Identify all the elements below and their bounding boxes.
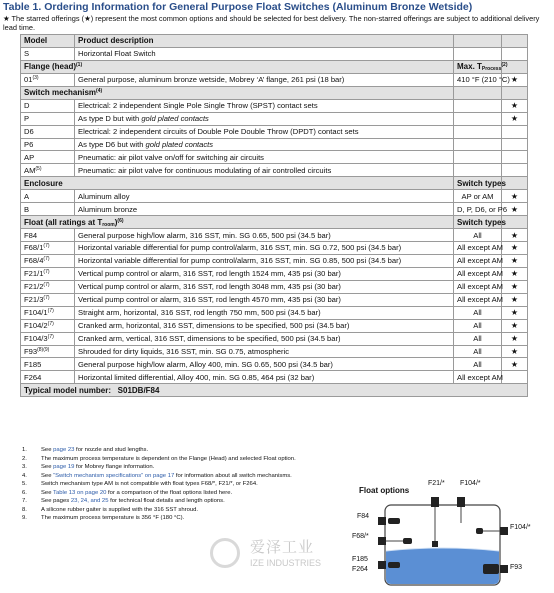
flange-header-row xyxy=(21,60,528,73)
watermark-en: IZE INDUSTRIES xyxy=(250,558,322,568)
footnote: 3. See page 19 for Mobrey flange information. xyxy=(22,464,155,470)
f93-switch-head xyxy=(500,565,508,573)
footnote-link[interactable]: page 19 xyxy=(53,464,75,470)
table-row: F68/4$^{(7)}$ Horizontal variable differential for pump control/alarm, 316 SST, min. SG 0.85, 500 psi (34.5 bar) All except AM ★ xyxy=(21,254,528,267)
star-icon: ★ xyxy=(502,358,528,371)
table-row: 01$^{(3)}$ General purpose, aluminum bronze wetside, Mobrey ‘A’ flange, 261 psi (18 bar) 410 °F (210 °C) ★ xyxy=(21,73,528,86)
f104-side-float xyxy=(476,528,483,534)
f185-switch-head xyxy=(378,561,386,569)
table-row: F185 General purpose high/low alarm, Alloy 400, min. SG 0.65, 500 psi (34.5 bar) All ★ xyxy=(21,358,528,371)
table-row: F104/1$^{(7)}$ Straight arm, horizontal, 316 SST, rod length 750 mm, 500 psi (34.5 bar) All ★ xyxy=(21,306,528,319)
star-icon: ★ xyxy=(502,319,528,332)
max-temp-header: Max. $T_{Process}^{(2)}$ xyxy=(454,60,502,73)
star-icon: ★ xyxy=(502,73,528,86)
table-row: F68/1$^{(7)}$ Horizontal variable differential for pump control/alarm, 316 SST, min. SG 0.72, 500 psi (34.5 bar) All except AM ★ xyxy=(21,242,528,255)
label-f93: F93 xyxy=(510,564,523,571)
star-icon: ★ xyxy=(502,254,528,267)
f68-switch-head xyxy=(378,537,386,545)
label-f104-side: F104/* xyxy=(510,524,531,531)
label-f21: F21/* xyxy=(428,480,445,487)
product-description-header: Product description xyxy=(75,35,454,48)
switch-types-header: Switch types xyxy=(454,177,502,190)
footnote: 2. The maximum process temperature is dependent on the Flange (Head) and selected Float option. xyxy=(22,455,296,462)
table-row: F84 General purpose high/low alarm, 316 SST, min. SG 0.65, 500 psi (34.5 bar) All ★ xyxy=(21,229,528,242)
typical-model-number: Typical model number: S01DB/F84 xyxy=(21,384,528,397)
footnote-link[interactable]: page 23 xyxy=(53,447,75,453)
table-row: D Electrical: 2 independent Single Pole Single Throw (SPST) contact sets ★ xyxy=(21,99,528,112)
label-f84: F84 xyxy=(357,513,370,520)
liquid-fill xyxy=(386,548,499,584)
f21-float xyxy=(432,541,438,547)
footnote: 8. A silicone rubber gaiter is supplied with the 316 SST shroud. xyxy=(22,506,199,513)
footnote: 9. The maximum process temperature is 356 °F (180 °C). xyxy=(22,515,185,521)
float-header: Float (all ratings at $T_{room})^{(6)}$ xyxy=(21,216,454,229)
label-f185: F185 xyxy=(352,556,368,563)
model-header-row xyxy=(21,35,528,48)
star-icon: ★ xyxy=(502,293,528,306)
f104-top-switch-head xyxy=(457,497,465,507)
label-f68: F68/* xyxy=(352,533,369,540)
f185-float xyxy=(388,562,400,568)
star-icon: ★ xyxy=(502,306,528,319)
f68-float xyxy=(403,538,412,544)
table-row: F21/2$^{(7)}$ Vertical pump control or alarm, 316 SST, rod length 3048 mm, 435 psi (30 bar) All except AM ★ xyxy=(21,280,528,293)
footnote-link[interactable]: “Switch mechanism specifications” on page 17 xyxy=(53,472,175,479)
star-icon: ★ xyxy=(502,345,528,358)
footnote: 5. Switch mechanism type AM is not compatible with float types F68/*, F21/*, or F264. xyxy=(22,481,258,487)
float-options-title: Float options xyxy=(359,486,410,495)
star-icon: ★ xyxy=(502,242,528,255)
footnote-link[interactable]: Table 13 on page 20 xyxy=(53,489,107,496)
table-row: D6 Electrical: 2 independent circuits of Double Pole Double Throw (DPDT) contact sets xyxy=(21,125,528,138)
table-row: $F93^{(8)(9)}$ Shrouded for dirty liquids, 316 SST, min. SG 0.75, atmospheric All ★ xyxy=(21,345,528,358)
label-f104-top: F104/* xyxy=(460,480,481,487)
table-row: A Aluminum alloy AP or AM ★ xyxy=(21,190,528,203)
watermark xyxy=(210,536,370,576)
watermark-logo-icon xyxy=(210,538,240,568)
float-header-row xyxy=(21,216,528,229)
typical-model-row xyxy=(21,384,528,397)
star-icon: ★ xyxy=(502,280,528,293)
footnote: 7. See pages 23, 24, and 25 for technical float details and length options. xyxy=(22,498,225,504)
footnote: 4. See “Switch mechanism specifications” on page 17 for information about all switch mechanisms. xyxy=(22,472,292,479)
table-row: B Aluminum bronze D, P, D6, or P6 ★ xyxy=(21,203,528,216)
star-icon: ★ xyxy=(502,229,528,242)
star-icon: ★ xyxy=(502,203,528,216)
flange-header: Flange (head)$^{(1)}$ xyxy=(21,60,454,73)
star-icon: ★ xyxy=(502,112,528,125)
label-f264: F264 xyxy=(352,566,368,573)
star-icon: ★ xyxy=(502,190,528,203)
table-row: P As type D but with gold plated contacts ★ xyxy=(21,112,528,125)
table-row: F104/2$^{(7)}$ Cranked arm, horizontal, 316 SST, dimensions to be specified, 500 psi (34.5 bar) All ★ xyxy=(21,319,528,332)
table-row: F21/3$^{(7)}$ Vertical pump control or alarm, 316 SST, rod length 4570 mm, 435 psi (30 bar) All except AM ★ xyxy=(21,293,528,306)
switch-types-header: Switch types xyxy=(454,216,502,229)
intro-note: ★ The starred offerings (★) represent the most common options and should be selected for best delivery. The non-starred offerings are subject to additional delivery lead time. xyxy=(3,14,540,32)
f84-float xyxy=(388,518,400,524)
enclosure-header-row xyxy=(21,177,528,190)
footnote: 6. See Table 13 on page 20 for a comparison of the float options listed here. xyxy=(22,489,233,496)
enclosure-header: Enclosure xyxy=(21,177,454,190)
footnotes xyxy=(22,446,342,523)
footnote: 1. See page 23 for nozzle and stud lengths. xyxy=(22,447,149,453)
switch-header-row xyxy=(21,86,528,99)
f93-float xyxy=(483,564,499,574)
star-icon: ★ xyxy=(502,99,528,112)
f84-switch-head xyxy=(378,517,386,525)
f104-side-switch-head xyxy=(500,527,508,535)
watermark-cn: 爱泽工业 xyxy=(250,539,315,556)
star-icon: ★ xyxy=(502,267,528,280)
table-row: F21/1$^{(7)}$ Vertical pump control or alarm, 316 SST, rod length 1524 mm, 435 psi (30 bar) All except AM ★ xyxy=(21,267,528,280)
table-title: Table 1. Ordering Information for General Purpose Float Switches (Aluminum Bronze Wetside) xyxy=(3,1,473,13)
table-row: P6 As type D6 but with gold plated contacts xyxy=(21,138,528,151)
switch-mechanism-header: Switch mechanism$^{(4)}$ xyxy=(21,86,454,99)
f21-switch-head xyxy=(431,497,439,507)
footnote-link[interactable]: 23, 24, and 25 xyxy=(70,498,109,504)
table-row: F104/3$^{(7)}$ Cranked arm, vertical, 316 SST, dimensions to be specified, 500 psi (34.5 bar) All ★ xyxy=(21,332,528,345)
table-row: S Horizontal Float Switch xyxy=(21,47,528,60)
table-row: AP Pneumatic: air pilot valve on/off for switching air circuits xyxy=(21,151,528,164)
ordering-table xyxy=(20,34,528,397)
star-icon: ★ xyxy=(502,332,528,345)
table-row: AM$^{(5)}$ Pneumatic: air pilot valve for continuous modulating of air controlled circuits xyxy=(21,164,528,177)
model-header: Model xyxy=(21,35,75,48)
table-row: F264 Horizontal limited differential, Alloy 400, min. SG 0.85, 464 psi (32 bar) All except AM xyxy=(21,371,528,384)
